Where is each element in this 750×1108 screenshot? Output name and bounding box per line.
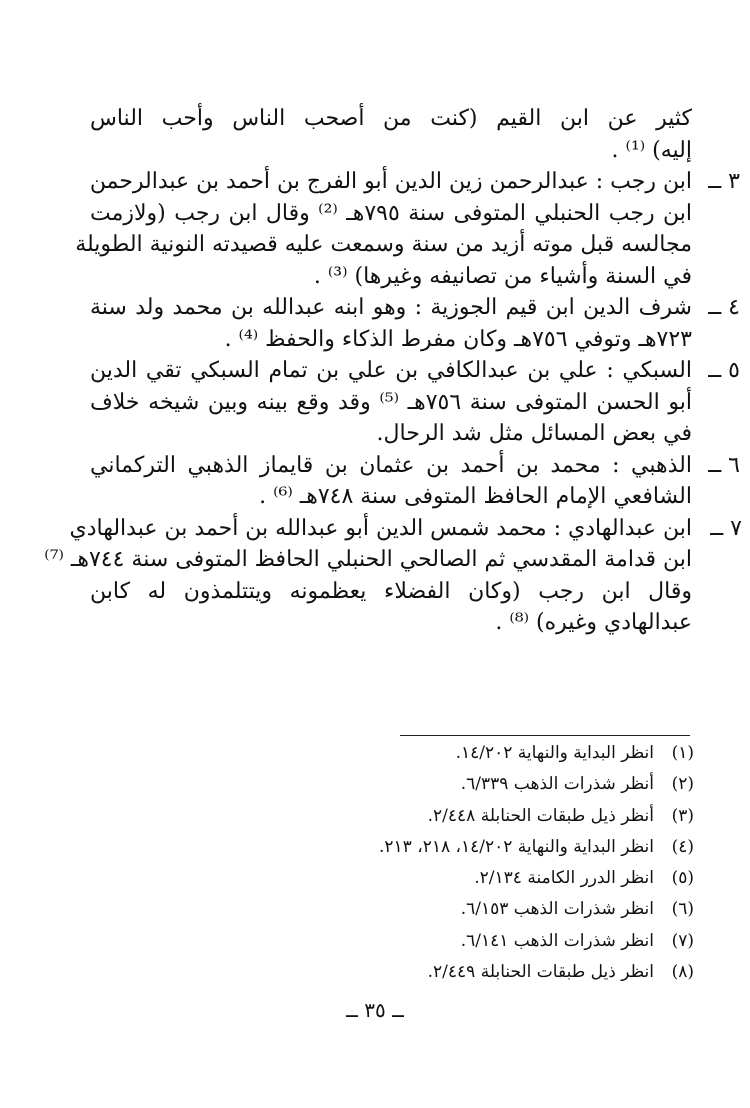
text-line: الذهبي : محمد بن أحمد بن عثمان بن قايماز الذهبي التركماني (90, 452, 692, 478)
main-text (44, 103, 742, 639)
entry-5 (90, 355, 740, 450)
footnote-number: (٨) (671, 962, 694, 983)
footnote-text: انظر البداية والنهاية ١٤/٢٠٢. (455, 743, 654, 763)
footnote-text: أنظر شذرات الذهب ٦/٣٣٩. (460, 774, 654, 795)
footnote (120, 894, 694, 925)
page-number: ــ ٣٥ ــ (346, 998, 404, 1022)
footnote-text: انظر شذرات الذهب ٦/١٤١. (460, 930, 654, 951)
text-line: السبكي : علي بن عبدالكافي بن علي بن تمام السبكي تقي الدين (90, 358, 692, 383)
text-line: ابن رجب الحنبلي المتوفى سنة ٧٩٥هـ ⁽²⁾ وقال ابن رجب (ولازمت (90, 200, 692, 226)
text-line: ٧٢٣هـ وتوفي ٧٥٦هـ وكان مفرط الذكاء والحفظ ⁽⁴⁾ . (224, 326, 692, 352)
footnote (120, 863, 694, 894)
footnote-text: انظر شذرات الذهب ٦/١٥٣. (460, 899, 654, 920)
entry-number: ٧ ــ (710, 515, 742, 541)
entry-6 (90, 450, 740, 513)
text-line: وقال ابن رجب (وكان الفضلاء يعظمونه ويتتلمذون له كابن (90, 578, 692, 604)
footnote (120, 832, 694, 863)
footnote-number: (٢) (671, 774, 694, 795)
text-line: إليه) ⁽¹⁾ . (611, 137, 692, 163)
footnote (120, 926, 694, 957)
intro-paragraph (90, 103, 692, 166)
text-line: شرف الدين ابن قيم الجوزية : وهو ابنه عبدالله بن محمد ولد سنة (90, 295, 692, 320)
text-line: عبدالهادي وغيره) ⁽⁸⁾ . (495, 610, 692, 635)
text-line: كثير عن ابن القيم (كنت من أصحب الناس وأحب الناس (90, 106, 692, 131)
entry-number: ٦ ــ (708, 452, 740, 478)
text-line: أبو الحسن المتوفى سنة ٧٥٦هـ ⁽⁵⁾ وقد وقع بينه وبين شيخه خلاف (90, 389, 692, 415)
footnote-text: انظر ذيل طبقات الحنابلة ٢/٤٤٩. (427, 962, 654, 983)
entry-number: ٥ ــ (708, 358, 740, 383)
footnote-text: انظر الدرر الكامنة ٢/١٣٤. (474, 868, 654, 889)
text-line: ابن عبدالهادي : محمد شمس الدين أبو عبدالله بن أحمد بن عبدالهادي (69, 515, 692, 541)
footnote-number: (١) (671, 743, 694, 763)
footnote-text: انظر البداية والنهاية ١٤/٢٠٢، ٢١٨، ٢١٣. (378, 836, 654, 857)
footnote-divider (400, 735, 690, 736)
footnote-number: (٦) (671, 899, 694, 920)
footnote (120, 738, 694, 769)
text-line: مجالسه قبل موته أزيد من سنة وسمعت عليه قصيدته النونية الطويلة (75, 232, 692, 257)
entry-3 (75, 166, 740, 292)
footnote (120, 801, 694, 832)
text-line: ابن قدامة المقدسي ثم الصالحي الحنبلي الحافظ المتوفى سنة ٧٤٤هـ ⁽⁷⁾ (44, 547, 692, 572)
footnote (120, 769, 694, 800)
footnote-number: (٤) (671, 836, 694, 857)
text-line: ابن رجب : عبدالرحمن زين الدين أبو الفرج بن أحمد بن عبدالرحمن (89, 169, 692, 194)
entry-4 (90, 292, 740, 355)
footnote-text: أنظر ذيل طبقات الحنابلة ٢/٤٤٨. (427, 805, 654, 826)
footnote-number: (٥) (671, 868, 694, 889)
footnote-number: (٣) (671, 805, 694, 826)
text-line: في السنة وأشياء من تصانيفه وغيرها) ⁽³⁾ . (313, 263, 692, 289)
footnotes (120, 738, 694, 988)
text-line: في بعض المسائل مثل شد الرحال. (376, 421, 692, 446)
footnote-number: (٧) (671, 930, 694, 951)
entry-number: ٣ ــ (708, 169, 740, 194)
entry-7 (44, 513, 742, 639)
footnote (120, 957, 694, 988)
entry-number: ٤ ــ (708, 295, 740, 320)
text-line: الشافعي الإمام الحافظ المتوفى سنة ٧٤٨هـ ⁽⁶⁾ . (259, 484, 692, 509)
